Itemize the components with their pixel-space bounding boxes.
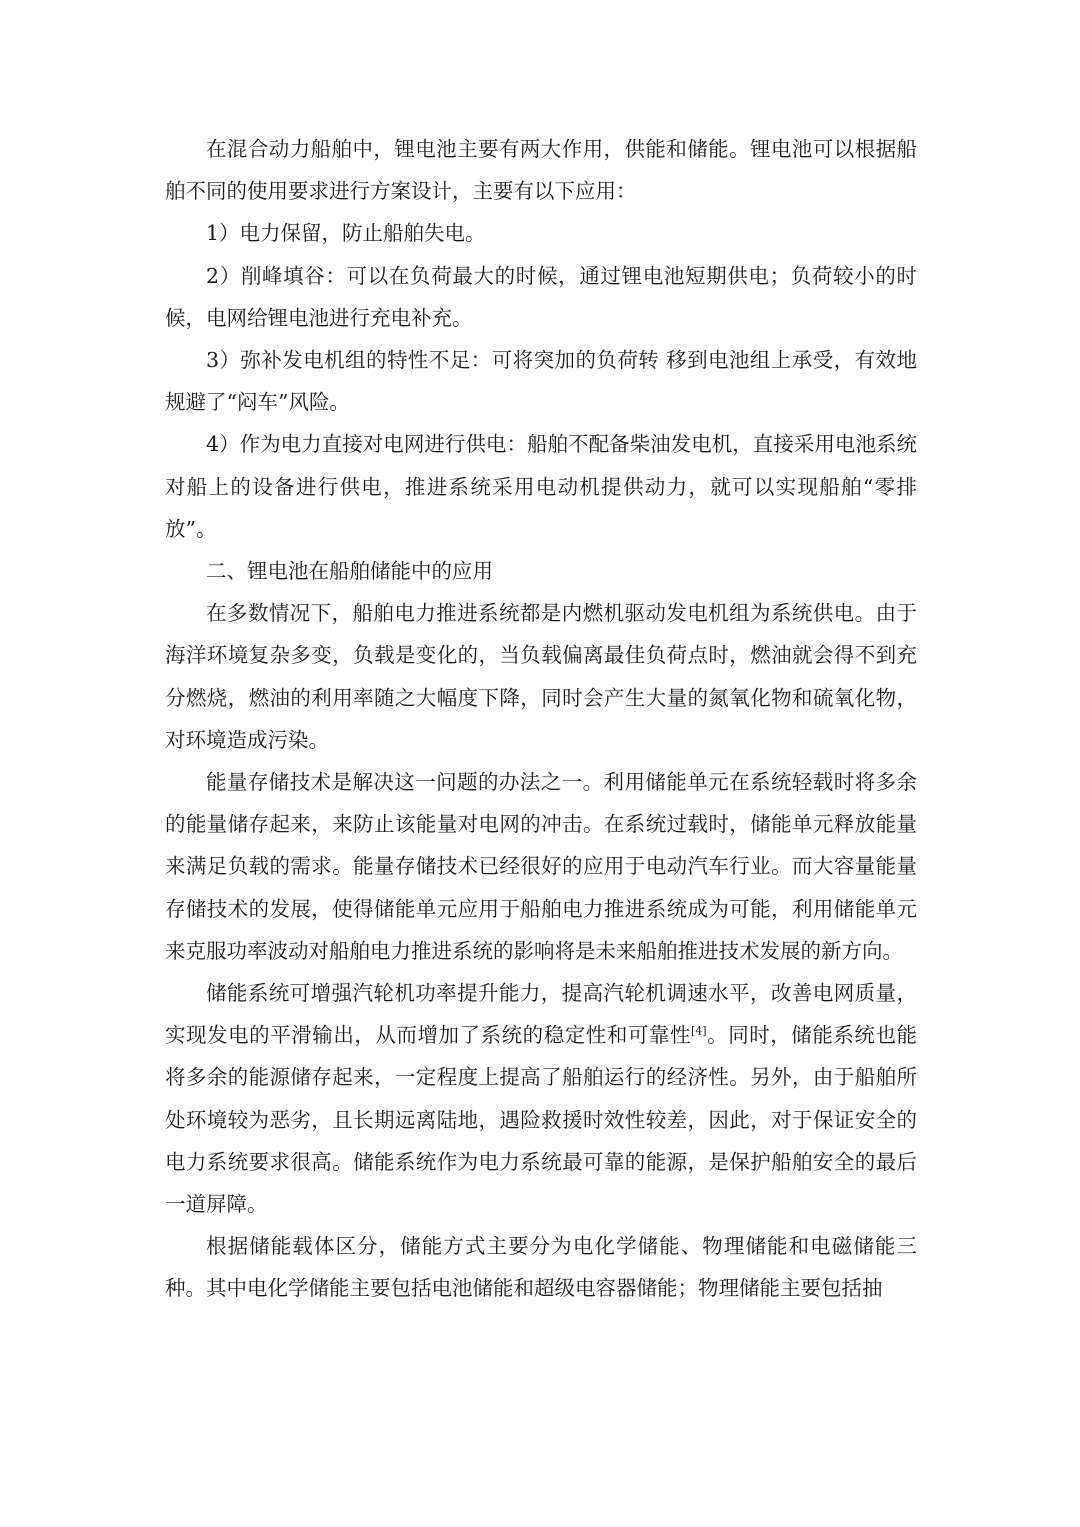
paragraph-propulsion: 在多数情况下，船舶电力推进系统都是内燃机驱动发电机组为系统供电。由于海洋环境复杂多变，负载是变化的，当负载偏离最佳负荷点时，燃油就会得不到充分燃烧，燃油的利用率随之大幅度下降，同时会产生大量的氮氧化物和硫氧化物，对环境造成污染。 <box>165 601 917 752</box>
paragraph-storage-system <box>165 972 917 1225</box>
list-item-2: 2）削峰填谷：可以在负荷最大的时候，通过锂电池短期供电；负荷较小的时候，电网给锂电池进行充电补充。 <box>165 263 917 330</box>
paragraph-storage-types: 根据储能载体区分，储能方式主要分为电化学储能、物理储能和电磁储能三种。其中电化学储能主要包括电池储能和超级电容器储能；物理储能主要包括抽 <box>165 1234 917 1301</box>
citation-reference: [4] <box>691 1024 707 1038</box>
paragraph-intro: 在混合动力船舶中，锂电池主要有两大作用，供能和储能。锂电池可以根据船舶不同的使用要求进行方案设计，主要有以下应用： <box>165 137 917 204</box>
document-page <box>165 128 917 1310</box>
list-item-4: 4）作为电力直接对电网进行供电：船舶不配备柴油发电机，直接采用电池系统对船上的设备进行供电，推进系统采用电动机提供动力，就可以实现船舶“零排放”。 <box>165 432 917 541</box>
paragraph-energy-storage: 能量存储技术是解决这一问题的办法之一。利用储能单元在系统轻载时将多余的能量储存起来，来防止该能量对电网的冲击。在系统过载时，储能单元释放能量来满足负载的需求。能量存储技术已经很好的应用于电动汽车行业。而大容量能量存储技术的发展，使得储能单元应用于船舶电力推进系统成为可能，利用储能单元来克服功率波动对船舶电力推进系统的影响将是未来船舶推进技术发展的新方向。 <box>165 770 917 963</box>
list-item-1: 1）电力保留，防止船舶失电。 <box>206 221 486 246</box>
paragraph-text-after-citation: 。同时，储能系统也能将多余的能源储存起来，一定程度上提高了船舶运行的经济性。另外，由于船舶所处环境较为恶劣，且长期远离陆地，遇险救援时效性较差，因此，对于保证安全的电力系统要求很高。储能系统作为电力系统最可靠的能源，是保护船舶安全的最后一道屏障。 <box>165 1023 918 1217</box>
paragraph-text-before-citation: 储能系统可增强汽轮机功率提升能力，提高汽轮机调速水平，改善电网质量，实现发电的平滑输出，从而增加了系统的稳定性和可靠性 <box>165 981 917 1048</box>
list-item-3: 3）弥补发电机组的特性不足：可将突加的负荷转 移到电池组上承受，有效地规避了“闷车”风险。 <box>165 348 917 415</box>
section-heading: 二、锂电池在船舶储能中的应用 <box>206 559 493 584</box>
